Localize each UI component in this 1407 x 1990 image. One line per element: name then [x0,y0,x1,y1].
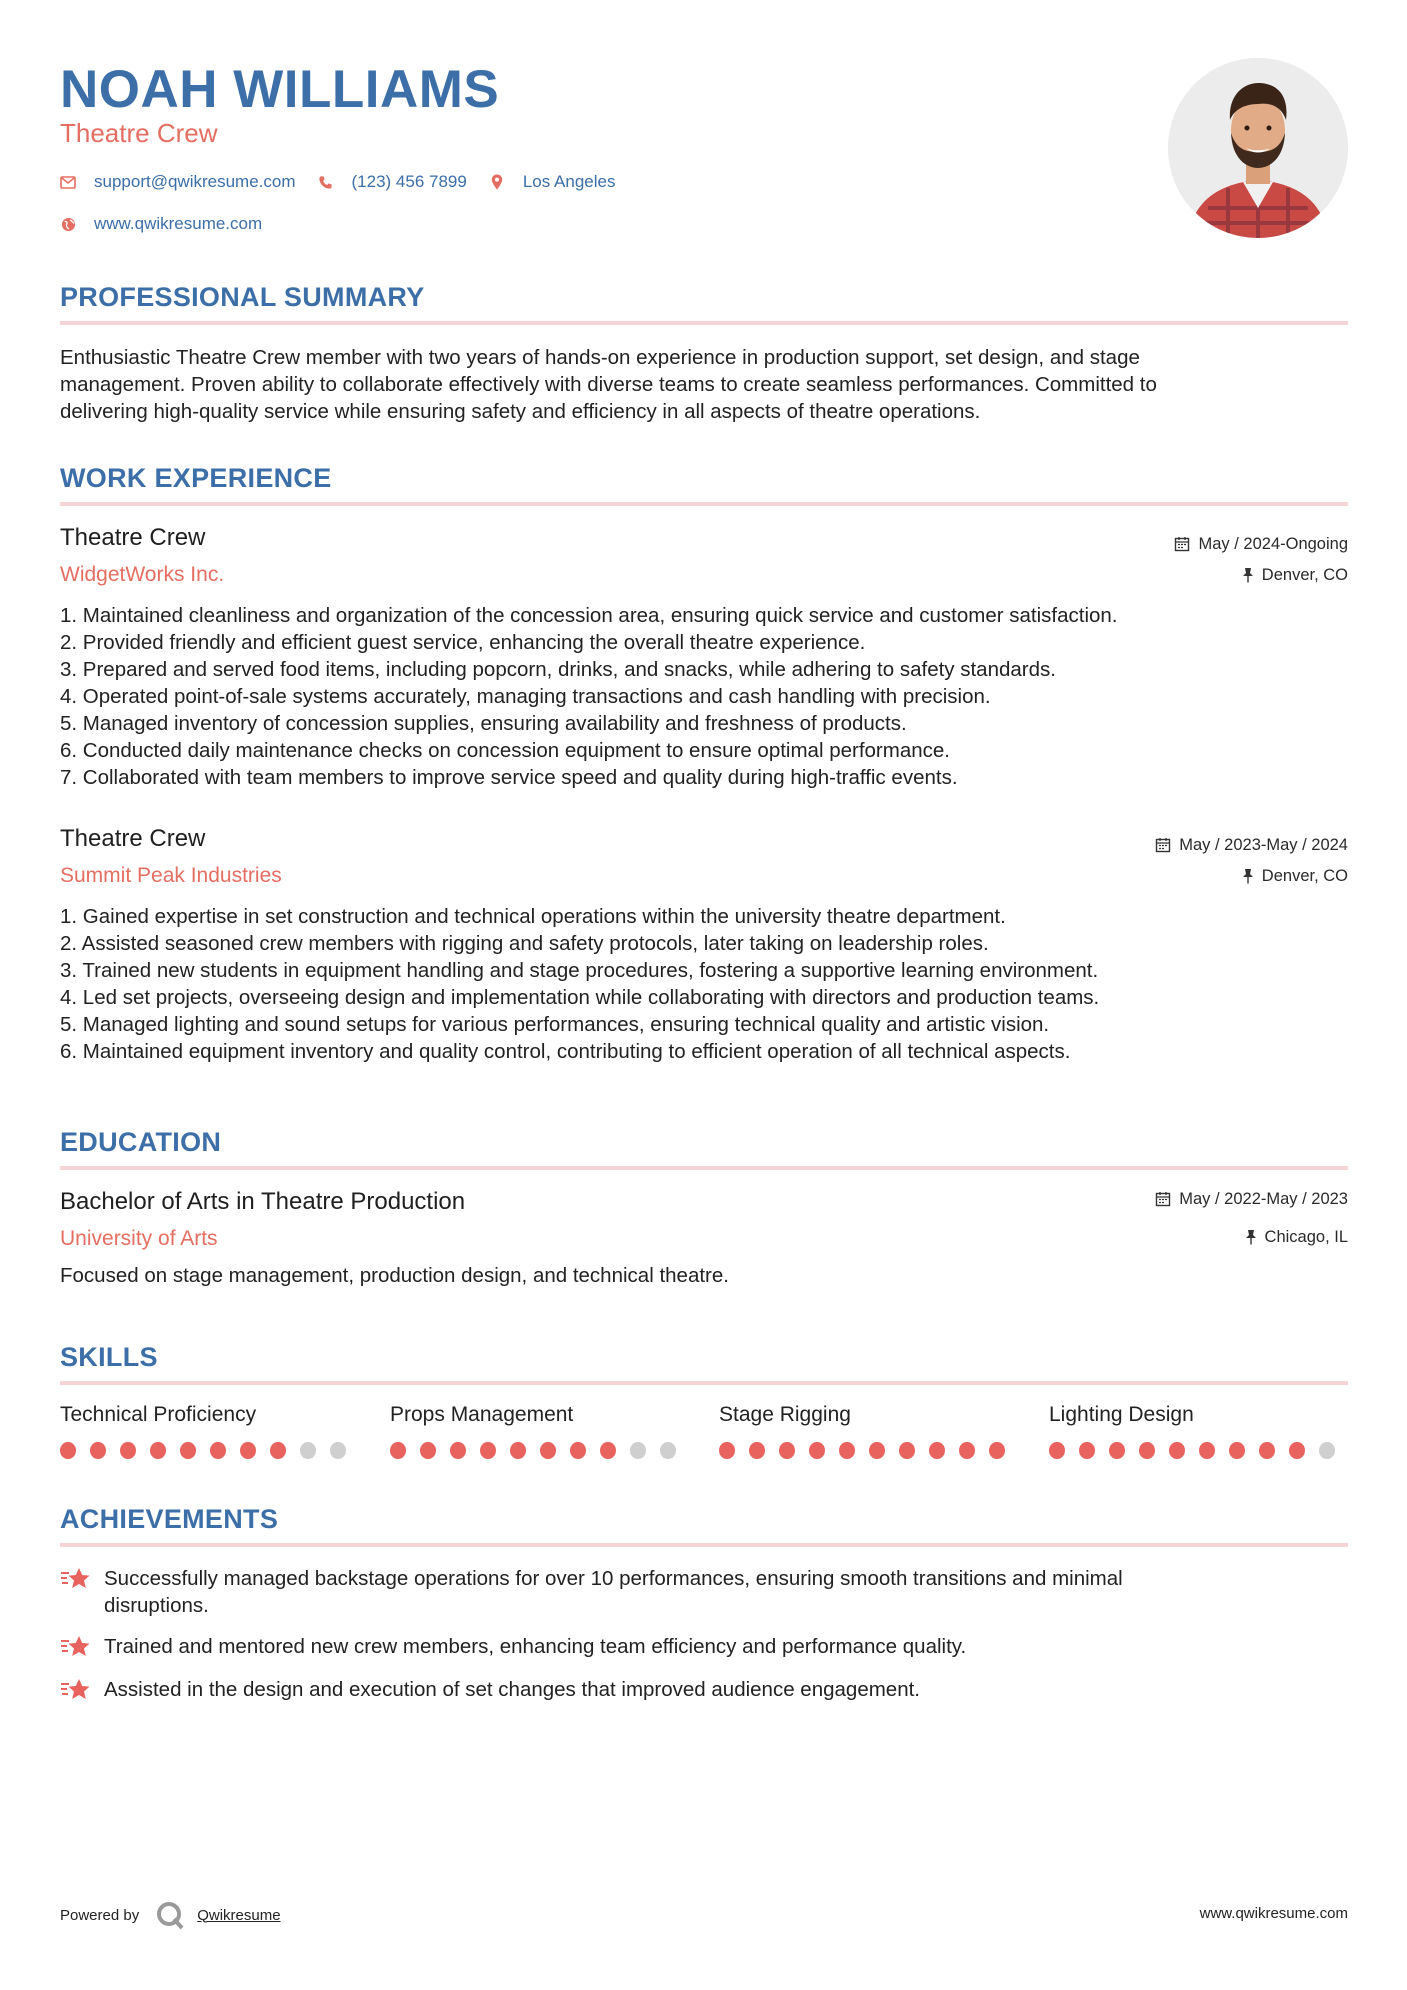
list-item: 4. Led set projects, overseeing design and implementation while collaborating with directors and production teams. [60,986,1100,1009]
website-text: www.qwikresume.com [94,214,263,233]
calendar-icon [1155,1191,1171,1207]
rating-dot-filled [570,1442,586,1459]
rating-dot-empty [330,1442,346,1459]
summary-line: delivering high-quality service while ensuring safety and efficiency in all aspects of theatre operations. [60,400,981,423]
job-title: Theatre Crew [60,524,206,551]
summary-heading: PROFESSIONAL SUMMARY [60,282,425,312]
skill-rating [1049,1442,1349,1459]
rating-dot-filled [749,1442,765,1459]
job-company: WidgetWorks Inc. [60,563,225,586]
profile-photo [1168,58,1348,238]
skill-name: Stage Rigging [719,1403,851,1426]
rating-dot-empty [1319,1442,1335,1459]
achievement-text: Assisted in the design and execution of set changes that improved audience engagement. [104,1678,920,1701]
pin-icon [1242,567,1254,583]
job-title: Theatre Crew [60,825,206,852]
list-item: 6. Conducted daily maintenance checks on concession equipment to ensure optimal performance. [60,739,950,762]
brand-link[interactable]: Qwikresume [197,1906,281,1924]
achievement-line: Successfully managed backstage operations for over 10 performances, ensuring smooth transitions and minimal [104,1567,1123,1590]
list-item: 6. Maintained equipment inventory and quality control, contributing to efficient operation of all technical aspects. [60,1040,1071,1063]
list-item: 4. Operated point-of-sale systems accurately, managing transactions and cash handling with precision. [60,685,991,708]
skill-item [390,1402,690,1459]
education-dates-text: May / 2022-May / 2023 [1179,1190,1348,1208]
rating-dot-filled [390,1442,406,1459]
envelope-icon [60,174,76,190]
achievements-divider [60,1543,1348,1547]
list-item: 5. Managed lighting and sound setups for various performances, ensuring technical quality and artistic vision. [60,1013,1050,1036]
rating-dot-filled [450,1442,466,1459]
rating-dot-filled [480,1442,496,1459]
rating-dot-filled [150,1442,166,1459]
rating-dot-filled [929,1442,945,1459]
rating-dot-filled [1049,1442,1065,1459]
skill-name: Technical Proficiency [60,1403,257,1426]
rating-dot-empty [630,1442,646,1459]
contact-email[interactable] [60,172,296,192]
star-icon [60,1565,92,1593]
rating-dot-filled [809,1442,825,1459]
pin-icon [1242,868,1254,884]
contact-phone[interactable] [318,172,467,192]
candidate-role: Theatre Crew [60,118,218,148]
skill-item [719,1402,1019,1459]
job-location-text: Denver, CO [1261,867,1348,885]
rating-dot-filled [719,1442,735,1459]
skill-item [60,1402,360,1459]
job-location-text: Denver, CO [1261,566,1348,584]
rating-dot-filled [869,1442,885,1459]
rating-dot-filled [989,1442,1005,1459]
rating-dot-filled [180,1442,196,1459]
summary-line: management. Proven ability to collaborate effectively with diverse teams to create seamless performances. Committed to [60,373,1157,396]
achievement-text [104,1565,1123,1619]
list-item: 5. Managed inventory of concession supplies, ensuring availability and freshness of products. [60,712,907,735]
resume-page [60,0,1348,1990]
rating-dot-filled [240,1442,256,1459]
footer-site[interactable]: www.qwikresume.com [1199,1905,1348,1922]
phone-icon [318,174,334,190]
summary-divider [60,321,1348,325]
map-pin-icon [489,174,505,190]
rating-dot-filled [1079,1442,1095,1459]
skill-name: Lighting Design [1049,1403,1194,1426]
achievement-line: disruptions. [104,1594,209,1617]
education-location-text: Chicago, IL [1264,1228,1348,1246]
list-item: 2. Provided friendly and efficient guest service, enhancing the overall theatre experience. [60,631,866,654]
achievement-text: Trained and mentored new crew members, enhancing team efficiency and performance quality. [104,1635,967,1658]
summary-text [60,344,1348,425]
rating-dot-filled [959,1442,975,1459]
rating-dot-filled [1229,1442,1245,1459]
education-location [1245,1227,1348,1247]
rating-dot-filled [510,1442,526,1459]
achievements-heading: ACHIEVEMENTS [60,1504,279,1534]
summary-line: Enthusiastic Theatre Crew member with two years of hands-on experience in production support, set design, and stage [60,346,1140,369]
rating-dot-filled [420,1442,436,1459]
skill-item [1049,1402,1349,1459]
powered-by-label: Powered by [60,1906,140,1924]
location-text: Los Angeles [522,172,616,191]
job-company: Summit Peak Industries [60,864,282,887]
list-item: 1. Gained expertise in set construction and technical operations within the university theatre department. [60,905,1006,928]
achievement-item [60,1565,1348,1619]
star-icon [60,1676,92,1704]
skill-rating [60,1442,360,1459]
contact-location [489,172,616,192]
rating-dot-empty [300,1442,316,1459]
experience-divider [60,502,1348,506]
experience-heading: WORK EXPERIENCE [60,463,332,493]
qwikresume-logo-icon [155,1900,185,1930]
list-item: 7. Collaborated with team members to improve service speed and quality during high-traffic events. [60,766,958,789]
achievement-item [60,1633,1348,1661]
rating-dot-filled [1199,1442,1215,1459]
pin-icon [1245,1229,1257,1245]
skills-divider [60,1381,1348,1385]
job-location [1242,565,1348,585]
rating-dot-filled [120,1442,136,1459]
rating-dot-filled [1109,1442,1125,1459]
rating-dot-filled [899,1442,915,1459]
contact-website[interactable] [60,214,262,234]
list-item: 2. Assisted seasoned crew members with rigging and safety protocols, later taking on leadership roles. [60,932,989,955]
contact-row [60,172,637,192]
star-icon [60,1633,92,1661]
rating-dot-filled [270,1442,286,1459]
calendar-icon [1174,536,1190,552]
achievement-item [60,1676,1348,1704]
school-name: University of Arts [60,1227,218,1250]
email-text: support@qwikresume.com [94,172,296,191]
job-dates [1174,534,1348,554]
job-duties-list [60,903,1348,1065]
job-dates-text: May / 2023-May / 2024 [1179,836,1348,854]
contact-row-2 [60,214,284,234]
skills-heading: SKILLS [60,1342,158,1372]
job-location [1242,866,1348,886]
rating-dot-empty [660,1442,676,1459]
education-dates [1155,1189,1348,1209]
candidate-name: NOAH WILLIAMS [60,60,500,119]
calendar-icon [1155,837,1171,853]
rating-dot-filled [839,1442,855,1459]
list-item: 3. Prepared and served food items, including popcorn, drinks, and snacks, while adhering to safety standards. [60,658,1056,681]
list-item: 1. Maintained cleanliness and organization of the concession area, ensuring quick service and customer satisfaction. [60,604,1118,627]
rating-dot-filled [779,1442,795,1459]
skill-rating [390,1442,690,1459]
job-dates-text: May / 2024-Ongoing [1198,535,1348,553]
rating-dot-filled [90,1442,106,1459]
education-heading: EDUCATION [60,1127,222,1157]
degree-title: Bachelor of Arts in Theatre Production [60,1188,466,1215]
rating-dot-filled [1259,1442,1275,1459]
education-divider [60,1166,1348,1170]
job-duties-list [60,602,1348,791]
rating-dot-filled [210,1442,226,1459]
rating-dot-filled [60,1442,76,1459]
list-item: 3. Trained new students in equipment handling and stage procedures, fostering a supportive learning environment. [60,959,1099,982]
globe-icon [60,216,76,232]
phone-text: (123) 456 7899 [351,172,467,191]
job-dates [1155,835,1348,855]
footer-powered-by [60,1900,281,1930]
rating-dot-filled [540,1442,556,1459]
rating-dot-filled [1289,1442,1305,1459]
rating-dot-filled [1169,1442,1185,1459]
rating-dot-filled [600,1442,616,1459]
education-description: Focused on stage management, production design, and technical theatre. [60,1264,729,1287]
skill-rating [719,1442,1019,1459]
rating-dot-filled [1139,1442,1155,1459]
skill-name: Props Management [390,1403,574,1426]
